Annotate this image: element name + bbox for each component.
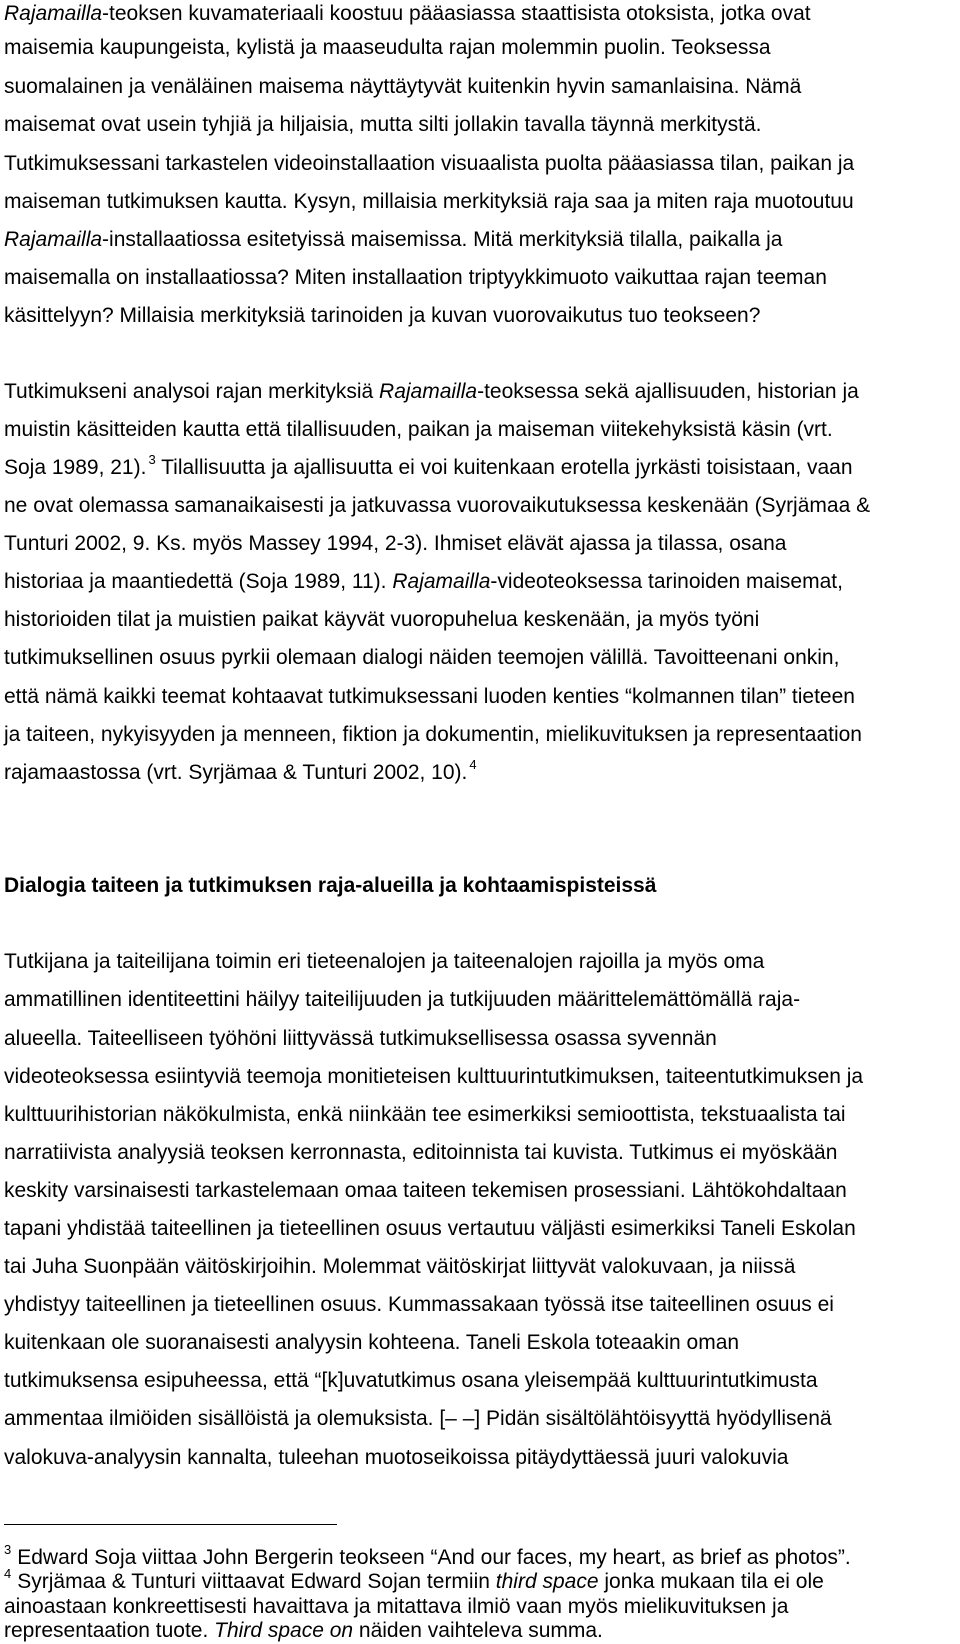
text-line: tai Juha Suonpään väitöskirjoihin. Molemmat väitöskirjat liittyvät valokuvaan, ja niissä bbox=[4, 1255, 796, 1278]
section-heading: Dialogia taiteen ja tutkimuksen raja-alueilla ja kohtaamispisteissä bbox=[4, 874, 657, 897]
text-line: rajamaastossa (vrt. Syrjämaa & Tunturi 2002, 10). $^4$ bbox=[4, 757, 477, 784]
text-line: että nämä kaikki teemat kohtaavat tutkimuksessani luoden kenties “kolmannen tilan” tieteen bbox=[4, 685, 855, 708]
italic-title: Rajamailla bbox=[4, 2, 103, 25]
text-line: Tunturi 2002, 9. Ks. myös Massey 1994, 2-3). Ihmiset elävät ajassa ja tilassa, osana bbox=[4, 532, 787, 555]
text-line: kulttuurihistorian näkökulmista, enkä niinkään tee esimerkiksi semioottista, tekstuaalista tai bbox=[4, 1103, 846, 1126]
text-line: muistin käsitteiden kautta että tilallisuuden, paikan ja maiseman viitekehyksistä käsin (vrt. bbox=[4, 418, 833, 441]
text-line: tutkimuksellinen osuus pyrkii olemaan dialogi näiden teemojen välillä. Tavoitteenani onkin, bbox=[4, 646, 840, 669]
text-line: alueella. Taiteelliseen työhöni liittyvässä tutkimuksellisessa osassa syvennän bbox=[4, 1027, 717, 1050]
text-line: Tutkijana ja taiteilijana toimin eri tieteenalojen ja taiteenalojen rajoilla ja myös oma bbox=[4, 950, 765, 973]
footnote-separator bbox=[4, 1524, 337, 1525]
text-line: tapani yhdistää taiteellinen ja tieteellinen osuus vertautuu väljästi esimerkiksi Taneli Eskolan bbox=[4, 1217, 856, 1240]
text-line: maisemat ovat usein tyhjiä ja hiljaisia, mutta silti jollakin tavalla täynnä merkitystä. bbox=[4, 113, 762, 136]
footnote-number: 4 bbox=[4, 1566, 12, 1581]
footnote-4: $^4$ Syrjämaa & Tunturi viittaavat Edward Sojan termiin third space jonka mukaan tila ei ole bbox=[4, 1566, 824, 1593]
text-line: valokuva-analyysin kannalta, tuleehan muotoseikoissa pitäydyttäessä juuri valokuvia bbox=[4, 1446, 789, 1469]
footnote-number: 3 bbox=[4, 1542, 12, 1557]
text-line: ne ovat olemassa samanaikaisesti ja jatkuvassa vuorovaikutuksessa keskenään (Syrjämaa & bbox=[4, 494, 871, 517]
italic-title: Rajamailla bbox=[392, 570, 491, 593]
text-line: keskity varsinaisesti tarkastelemaan omaa taiteen tekemisen prosessiani. Lähtökohdaltaan bbox=[4, 1179, 847, 1202]
text-line: Soja 1989, 21). $^3$ Tilallisuutta ja ajallisuutta ei voi kuitenkaan erotella jyrkästi toisistaan, vaan bbox=[4, 452, 853, 479]
text-line: historiaa ja maantiedettä (Soja 1989, 11). Rajamailla-videoteoksessa tarinoiden maisemat, bbox=[4, 570, 843, 593]
text-line: maisemia kaupungeista, kylistä ja maaseudulta rajan molemmin puolin. Teoksessa bbox=[4, 36, 771, 59]
italic-title: Rajamailla bbox=[379, 380, 478, 403]
text-line: Rajamailla-teoksen kuvamateriaali koostuu pääasiassa staattisista otoksista, jotka ovat bbox=[4, 2, 811, 25]
text-line: videoteoksessa esiintyviä teemoja monitieteisen kulttuurintutkimuksen, taiteentutkimuksen ja bbox=[4, 1065, 864, 1088]
text-line: Tutkimuksessani tarkastelen videoinstallaation visuaalista puolta pääasiassa tilan, paikan ja bbox=[4, 152, 855, 175]
text-line: ammentaa ilmiöiden sisällöistä ja olemuksista. [– –] Pidän sisältölähtöisyyttä hyödyllisenä bbox=[4, 1407, 832, 1430]
footnote-ref-4[interactable]: 4 bbox=[469, 757, 477, 772]
text-line: historioiden tilat ja muistien paikat käyvät vuoropuhelua keskenään, ja myös työni bbox=[4, 608, 760, 631]
footnote-4-cont: ainoastaan konkreettisesti havaittava ja mitattava ilmiö vaan myös mielikuvituksen ja bbox=[4, 1595, 789, 1618]
footnote-ref-3[interactable]: 3 bbox=[148, 452, 156, 467]
italic-title: Rajamailla bbox=[4, 228, 103, 251]
text-line: ja taiteen, nykyisyyden ja menneen, fiktion ja dokumentin, mielikuvituksen ja representaation bbox=[4, 723, 862, 746]
text-line: käsittelyyn? Millaisia merkityksiä tarinoiden ja kuvan vuorovaikutus tuo teokseen? bbox=[4, 304, 761, 327]
text-line: tutkimuksensa esipuheessa, että “[k]uvatutkimus osana yleisempää kulttuurintutkimusta bbox=[4, 1369, 818, 1392]
text-line: suomalainen ja venäläinen maisema näyttäytyvät kuitenkin hyvin samanlaisina. Nämä bbox=[4, 75, 802, 98]
footnote-3: $^3$ Edward Soja viittaa John Bergerin teokseen “And our faces, my heart, as brief as photos”. bbox=[4, 1542, 851, 1569]
text-line: Rajamailla-installaatiossa esitetyissä maisemissa. Mitä merkityksiä tilalla, paikalla ja bbox=[4, 228, 783, 251]
text-line: narratiivista analyysiä teoksen kerronnasta, editoinnista tai kuvista. Tutkimus ei myöskään bbox=[4, 1141, 838, 1164]
text-line: Tutkimukseni analysoi rajan merkityksiä Rajamailla-teoksessa sekä ajallisuuden, historian ja bbox=[4, 380, 859, 403]
text-line: maiseman tutkimuksen kautta. Kysyn, millaisia merkityksiä raja saa ja miten raja muotoutuu bbox=[4, 190, 854, 213]
text-line: maisemalla on installaatiossa? Miten installaation triptyykkimuoto vaikuttaa rajan teeman bbox=[4, 266, 827, 289]
footnote-4-cont: representaation tuote. Third space on näiden vaihteleva summa. bbox=[4, 1619, 603, 1642]
text-line: yhdistyy taiteellinen ja tieteellinen osuus. Kummassakaan työssä itse taiteellinen osuus ei bbox=[4, 1293, 834, 1316]
text-line: ammatillinen identiteettini häilyy taiteilijuuden ja tutkijuuden määrittelemättömällä raja- bbox=[4, 988, 801, 1011]
text-line: kuitenkaan ole suoranaisesti analyysin kohteena. Taneli Eskola toteaakin oman bbox=[4, 1331, 740, 1354]
